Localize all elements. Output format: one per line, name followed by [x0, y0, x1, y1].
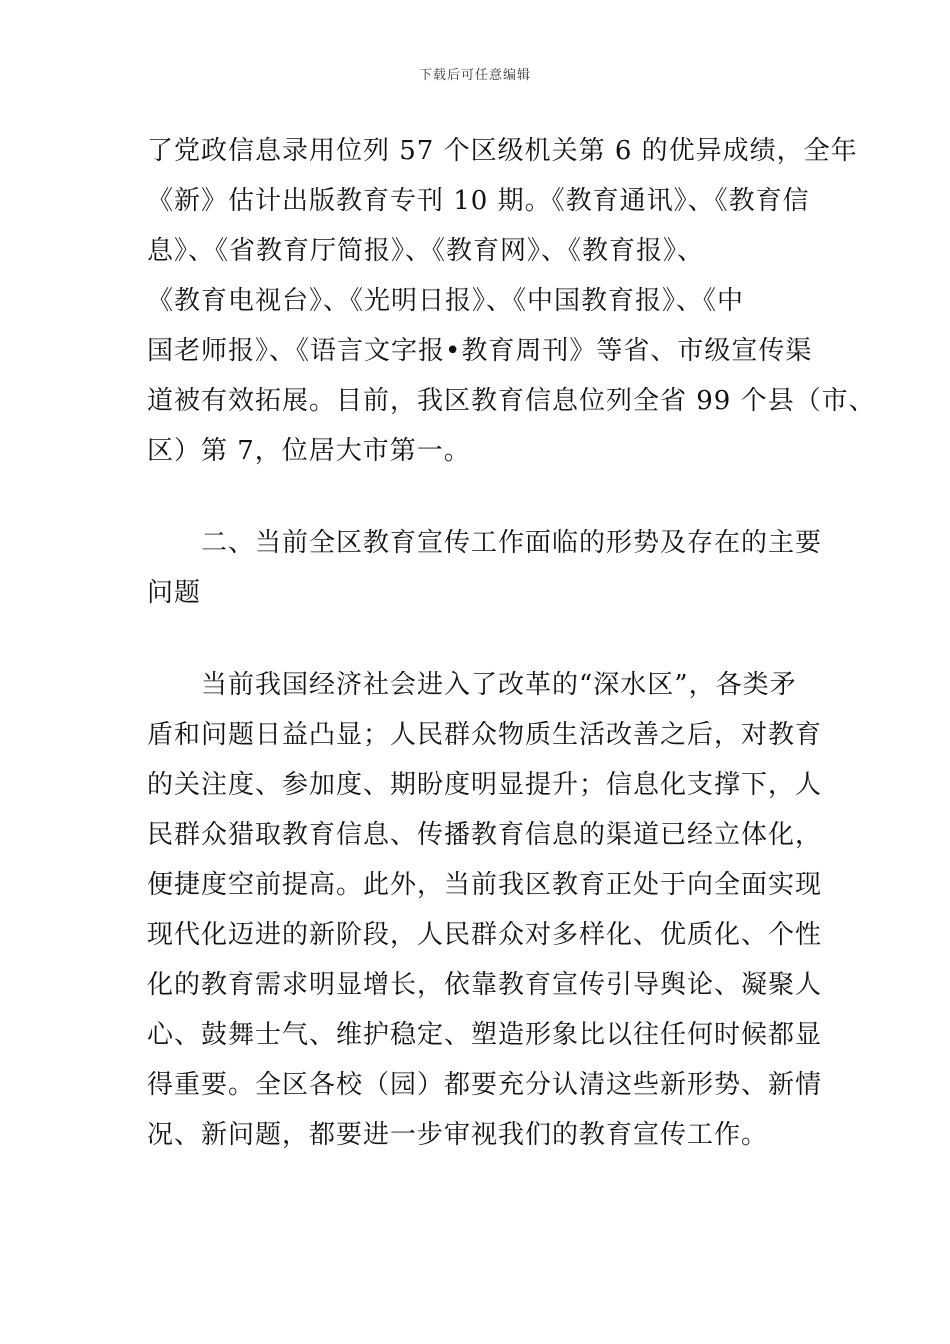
text-line: 心、鼓舞士气、维护稳定、塑造形象比以往任何时候都显 — [147, 1020, 823, 1050]
text-line: 当前我国经济社会进入了改革的“深水区”，各类矛 — [147, 670, 797, 700]
text-line: 《教育电视台》、《光明日报》、《中国教育报》、《中 — [147, 286, 745, 316]
page-header: 下载后可任意编辑 — [418, 68, 531, 83]
text-line: 了党政信息录用位列 57 个区级机关第 6 的优异成绩，全年 — [147, 136, 858, 166]
text-line: 得重要。全区各校（园）都要充分认清这些新形势、新情 — [147, 1070, 823, 1100]
paragraph-spacer — [147, 618, 837, 660]
text-line: 况、新问题，都要进一步审视我们的教育宣传工作。 — [147, 1120, 769, 1150]
text-line: 区）第 7，位居大市第一。 — [147, 436, 471, 466]
text-line: 便捷度空前提高。此外，当前我区教育正处于向全面实现 — [147, 870, 823, 900]
heading-line: 二、当前全区教育宣传工作面临的形势及存在的主要 — [147, 528, 823, 558]
text-line: 化的教育需求明显增长，依靠教育宣传引导舆论、凝聚人 — [147, 970, 823, 1000]
section-heading — [147, 518, 837, 618]
document-body — [147, 126, 876, 1160]
paragraph — [147, 660, 837, 1160]
text-line: 道被有效拓展。目前，我区教育信息位列全省 99 个县（市、 — [147, 386, 876, 416]
heading-line: 问题 — [147, 578, 202, 608]
text-line: 盾和问题日益凸显；人民群众物质生活改善之后，对教育 — [147, 720, 823, 750]
text-line: 息》、《省教育厅简报》、《教育网》、《教育报》、 — [147, 236, 705, 266]
paragraph — [147, 126, 876, 476]
paragraph-spacer — [147, 476, 837, 518]
text-line: 现代化迈进的新阶段，人民群众对多样化、优质化、个性 — [147, 920, 823, 950]
text-line: 的关注度、参加度、期盼度明显提升；信息化支撑下，人 — [147, 770, 823, 800]
text-line: 《新》估计出版教育专刊 10 期。《教育通讯》、《教育信 — [147, 186, 810, 216]
text-line: 国老师报》、《语言文字报•教育周刊》等省、市级宣传渠 — [147, 336, 813, 366]
text-line: 民群众猎取教育信息、传播教育信息的渠道已经立体化， — [147, 820, 823, 850]
